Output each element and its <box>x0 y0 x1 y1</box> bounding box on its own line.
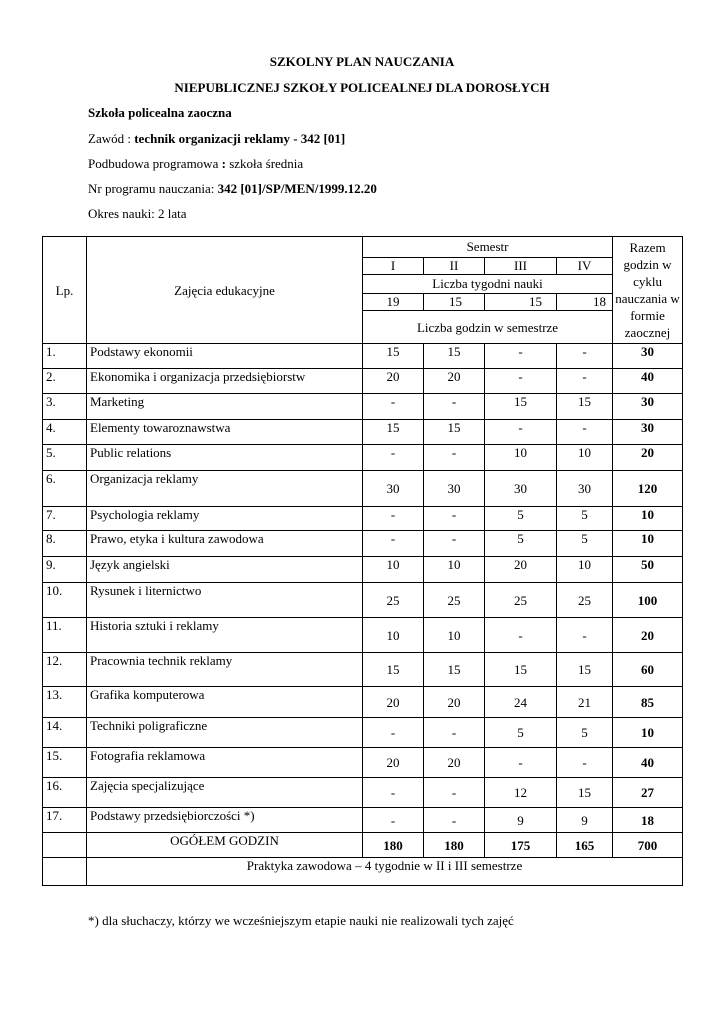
row-subject: Prawo, etyka i kultura zawodowa <box>87 531 363 557</box>
table-row <box>43 557 683 583</box>
row-semester-1: 10 <box>363 618 424 653</box>
row-semester-4: - <box>557 420 613 445</box>
base-value: szkoła średnia <box>229 156 304 171</box>
row-semester-2: - <box>424 445 485 471</box>
row-semester-1: 20 <box>363 748 424 778</box>
row-semester-1: 20 <box>363 369 424 394</box>
header-weeks-1: 19 <box>363 293 424 310</box>
program-value: 342 [01]/SP/MEN/1999.12.20 <box>217 181 377 196</box>
sum-total: 700 <box>613 833 683 858</box>
program-line <box>88 181 377 197</box>
duration-line: Okres nauki: 2 lata <box>88 206 187 221</box>
header-semester-2: II <box>424 257 485 274</box>
row-lp: 8. <box>43 531 87 557</box>
table-row <box>43 507 683 531</box>
row-semester-4: 5 <box>557 507 613 531</box>
row-total: 40 <box>613 748 683 778</box>
profession-line <box>88 131 345 147</box>
row-semester-4: - <box>557 369 613 394</box>
row-subject: Grafika komputerowa <box>87 687 363 718</box>
row-semester-1: - <box>363 778 424 808</box>
row-lp: 11. <box>43 618 87 653</box>
header-weeks-2: 15 <box>424 293 485 310</box>
row-semester-1: 15 <box>363 344 424 369</box>
row-subject: Zajęcia specjalizujące <box>87 778 363 808</box>
row-semester-4: 15 <box>557 778 613 808</box>
row-semester-3: - <box>485 344 557 369</box>
row-semester-2: - <box>424 808 485 833</box>
row-semester-1: 10 <box>363 557 424 583</box>
row-total: 18 <box>613 808 683 833</box>
row-semester-4: 21 <box>557 687 613 718</box>
row-total: 120 <box>613 471 683 507</box>
profession-label: Zawód : <box>88 131 135 146</box>
header-semester-4: IV <box>557 257 613 274</box>
table-row <box>43 618 683 653</box>
row-semester-4: - <box>557 748 613 778</box>
header-hours-label: Liczba godzin w semestrze <box>363 311 613 344</box>
practice-row <box>43 858 683 886</box>
row-semester-3: 15 <box>485 394 557 420</box>
header-weeks-4: 18 <box>557 293 613 310</box>
row-total: 30 <box>613 394 683 420</box>
row-total: 40 <box>613 369 683 394</box>
row-lp: 7. <box>43 507 87 531</box>
sum-semester-2: 180 <box>424 833 485 858</box>
table-row <box>43 687 683 718</box>
row-subject: Psychologia reklamy <box>87 507 363 531</box>
row-semester-3: 5 <box>485 531 557 557</box>
base-label: Podbudowa programowa <box>88 156 222 171</box>
row-semester-4: 10 <box>557 557 613 583</box>
table-row <box>43 344 683 369</box>
table-row <box>43 778 683 808</box>
table-row <box>43 583 683 618</box>
row-semester-1: - <box>363 531 424 557</box>
row-semester-4: 5 <box>557 531 613 557</box>
footnote: *) dla słuchaczy, którzy we wcześniejszym etapie nauki nie realizowali tych zajęć <box>88 913 514 928</box>
curriculum-table <box>42 236 683 886</box>
table-row <box>43 531 683 557</box>
sum-empty-cell <box>43 833 87 858</box>
row-subject: Język angielski <box>87 557 363 583</box>
row-total: 20 <box>613 445 683 471</box>
row-semester-4: - <box>557 344 613 369</box>
row-semester-1: 25 <box>363 583 424 618</box>
row-semester-3: 30 <box>485 471 557 507</box>
row-lp: 4. <box>43 420 87 445</box>
row-semester-1: 15 <box>363 653 424 687</box>
row-total: 50 <box>613 557 683 583</box>
row-semester-2: 30 <box>424 471 485 507</box>
row-semester-4: - <box>557 618 613 653</box>
row-total: 85 <box>613 687 683 718</box>
row-subject: Historia sztuki i reklamy <box>87 618 363 653</box>
practice-empty-cell <box>43 858 87 886</box>
row-semester-3: - <box>485 420 557 445</box>
row-semester-1: 15 <box>363 420 424 445</box>
row-subject: Marketing <box>87 394 363 420</box>
row-lp: 3. <box>43 394 87 420</box>
table-row <box>43 445 683 471</box>
table-row <box>43 748 683 778</box>
row-semester-4: 15 <box>557 653 613 687</box>
program-label: Nr programu nauczania: <box>88 181 218 196</box>
row-semester-4: 9 <box>557 808 613 833</box>
school-type: Szkoła policealna zaoczna <box>88 105 232 120</box>
row-lp: 17. <box>43 808 87 833</box>
row-semester-1: - <box>363 394 424 420</box>
row-semester-2: 15 <box>424 344 485 369</box>
row-semester-2: - <box>424 507 485 531</box>
row-subject: Podstawy ekonomii <box>87 344 363 369</box>
table-row <box>43 653 683 687</box>
header-weeks-3: 15 <box>485 293 557 310</box>
table-row <box>43 420 683 445</box>
row-semester-1: - <box>363 808 424 833</box>
row-semester-2: 20 <box>424 687 485 718</box>
row-semester-4: 15 <box>557 394 613 420</box>
row-semester-3: 10 <box>485 445 557 471</box>
header-lp: Lp. <box>43 237 87 344</box>
base-line <box>88 156 303 172</box>
row-subject: Ekonomika i organizacja przedsiębiorstw <box>87 369 363 394</box>
row-semester-2: 10 <box>424 557 485 583</box>
row-subject: Organizacja reklamy <box>87 471 363 507</box>
row-subject: Fotografia reklamowa <box>87 748 363 778</box>
row-total: 30 <box>613 420 683 445</box>
row-semester-1: 30 <box>363 471 424 507</box>
row-semester-1: - <box>363 718 424 748</box>
row-lp: 5. <box>43 445 87 471</box>
table-row <box>43 369 683 394</box>
table-row <box>43 718 683 748</box>
row-total: 10 <box>613 507 683 531</box>
row-semester-1: - <box>363 507 424 531</box>
row-semester-3: 15 <box>485 653 557 687</box>
practice-note: Praktyka zawodowa – 4 tygodnie w II i III semestrze <box>87 858 683 886</box>
row-semester-2: 20 <box>424 369 485 394</box>
header-total: Razem godzin w cyklu nauczania w formie zaocznej <box>613 237 683 344</box>
row-semester-2: 25 <box>424 583 485 618</box>
row-semester-1: - <box>363 445 424 471</box>
sum-semester-1: 180 <box>363 833 424 858</box>
row-lp: 15. <box>43 748 87 778</box>
row-lp: 1. <box>43 344 87 369</box>
row-semester-3: - <box>485 618 557 653</box>
row-lp: 12. <box>43 653 87 687</box>
header-semester: Semestr <box>363 237 613 258</box>
sum-row <box>43 833 683 858</box>
row-total: 60 <box>613 653 683 687</box>
row-lp: 9. <box>43 557 87 583</box>
row-total: 27 <box>613 778 683 808</box>
row-lp: 14. <box>43 718 87 748</box>
row-semester-4: 10 <box>557 445 613 471</box>
row-semester-2: 15 <box>424 420 485 445</box>
row-total: 10 <box>613 718 683 748</box>
row-total: 10 <box>613 531 683 557</box>
row-subject: Podstawy przedsiębiorczości *) <box>87 808 363 833</box>
row-lp: 10. <box>43 583 87 618</box>
row-semester-2: 20 <box>424 748 485 778</box>
row-semester-3: 24 <box>485 687 557 718</box>
row-subject: Public relations <box>87 445 363 471</box>
row-lp: 6. <box>43 471 87 507</box>
row-semester-2: - <box>424 778 485 808</box>
row-semester-3: - <box>485 369 557 394</box>
row-lp: 13. <box>43 687 87 718</box>
header-weeks-label: Liczba tygodni nauki <box>363 275 613 294</box>
table-row <box>43 471 683 507</box>
document-title: SZKOLNY PLAN NAUCZANIA <box>269 54 455 69</box>
row-semester-2: 15 <box>424 653 485 687</box>
row-total: 100 <box>613 583 683 618</box>
row-semester-2: - <box>424 394 485 420</box>
row-semester-3: 12 <box>485 778 557 808</box>
sum-label: OGÓŁEM GODZIN <box>87 833 363 858</box>
row-semester-4: 25 <box>557 583 613 618</box>
row-semester-3: 5 <box>485 507 557 531</box>
row-semester-3: - <box>485 748 557 778</box>
row-semester-4: 5 <box>557 718 613 748</box>
row-total: 30 <box>613 344 683 369</box>
row-lp: 2. <box>43 369 87 394</box>
row-semester-3: 25 <box>485 583 557 618</box>
header-semester-3: III <box>485 257 557 274</box>
table-row <box>43 808 683 833</box>
base-colon: : <box>221 156 230 171</box>
row-semester-2: 10 <box>424 618 485 653</box>
table-row <box>43 394 683 420</box>
row-semester-1: 20 <box>363 687 424 718</box>
row-subject: Rysunek i liternictwo <box>87 583 363 618</box>
row-subject: Techniki poligraficzne <box>87 718 363 748</box>
row-semester-2: - <box>424 718 485 748</box>
row-semester-2: - <box>424 531 485 557</box>
row-subject: Elementy towaroznawstwa <box>87 420 363 445</box>
header-semester-1: I <box>363 257 424 274</box>
row-semester-3: 20 <box>485 557 557 583</box>
row-semester-3: 5 <box>485 718 557 748</box>
profession-value: technik organizacji reklamy - 342 [01] <box>134 131 346 146</box>
row-subject: Pracownia technik reklamy <box>87 653 363 687</box>
sum-semester-3: 175 <box>485 833 557 858</box>
sum-semester-4: 165 <box>557 833 613 858</box>
row-total: 20 <box>613 618 683 653</box>
row-semester-4: 30 <box>557 471 613 507</box>
document-subtitle: NIEPUBLICZNEJ SZKOŁY POLICEALNEJ DLA DOROSŁYCH <box>174 80 550 95</box>
header-subject: Zajęcia edukacyjne <box>87 237 363 344</box>
row-lp: 16. <box>43 778 87 808</box>
row-semester-3: 9 <box>485 808 557 833</box>
